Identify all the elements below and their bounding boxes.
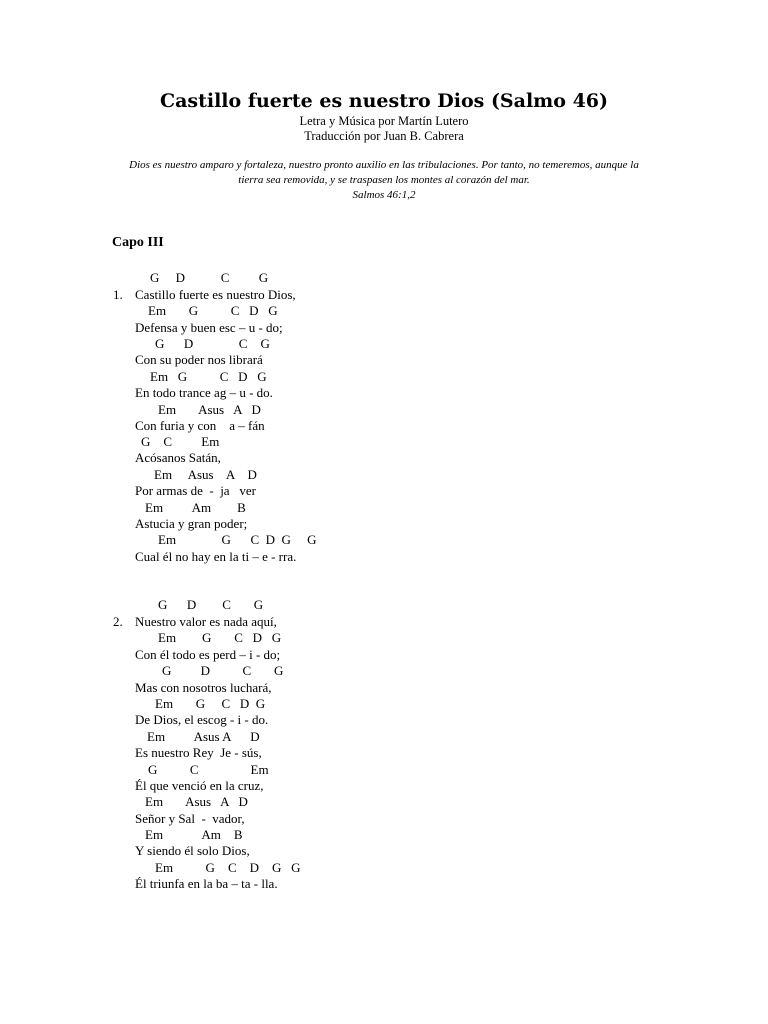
lyric-line: Él que venció en la cruz, (135, 778, 264, 793)
lyric-line: Astucia y gran poder; (135, 516, 248, 531)
lyric-line: Por armas de - ja ver (135, 483, 256, 498)
chord-line: Em Asus A D (158, 402, 261, 417)
chord-line: Em Asus A D (145, 794, 248, 809)
lyric-line: Mas con nosotros luchará, (135, 680, 272, 695)
lyric-line: Acósanos Satán, (135, 450, 221, 465)
chord-line: G D C G (155, 336, 270, 351)
epigraph-line-1: Dios es nuestro amparo y fortaleza, nuestro pronto auxilio en las tribulaciones. Por tanto, no temeremos, aunque la (129, 159, 639, 171)
verse-number: 2. (113, 614, 123, 629)
chord-line: Em G C D G (148, 303, 278, 318)
lyric-line: Cual él no hay en la ti – e - rra. (135, 549, 297, 564)
chord-line: G D C G (158, 597, 264, 612)
epigraph-line-2: tierra sea removida, y se traspasen los montes al corazón del mar. (238, 174, 530, 186)
lyric-line: Señor y Sal - vador, (135, 811, 245, 826)
verse-number: 1. (113, 287, 123, 302)
lyric-line: Castillo fuerte es nuestro Dios, (135, 287, 296, 302)
lyric-line: Es nuestro Rey Je - sús, (135, 745, 262, 760)
translation-credit: Traducción por Juan B. Cabrera (304, 129, 464, 143)
chord-line: G C Em (141, 434, 220, 449)
chord-line: Em G C D G G (155, 860, 301, 875)
chord-line: G D C G (150, 270, 269, 285)
capo-label: Capo III (112, 235, 164, 250)
lyric-line: Nuestro valor es nada aquí, (135, 614, 277, 629)
lyric-line: De Dios, el escog - i - do. (135, 712, 269, 727)
lyric-line: Con él todo es perd – i - do; (135, 647, 281, 662)
music-credit: Letra y Música por Martín Lutero (299, 114, 469, 128)
lyric-line: En todo trance ag – u - do. (135, 385, 273, 400)
chord-line: G C Em (148, 762, 269, 777)
lyric-line: Con su poder nos librará (135, 352, 263, 367)
lyric-line: Con furia y con a – fán (135, 418, 265, 433)
chord-line: G D C G (162, 663, 284, 678)
chord-line: Em Asus A D (154, 467, 257, 482)
chord-line: Em G C D G (155, 696, 266, 711)
chord-line: Em Am B (145, 500, 246, 515)
lyric-line: Defensa y buen esc – u - do; (135, 320, 283, 335)
lyric-line: Él triunfa en la ba – ta - lla. (135, 876, 278, 891)
epigraph-reference: Salmos 46:1,2 (352, 189, 416, 201)
chord-line: Em Am B (145, 827, 243, 842)
chord-line: Em Asus A D (147, 729, 260, 744)
chord-line: Em G C D G (150, 369, 267, 384)
chord-line: Em G C D G G (158, 532, 317, 547)
song-title: Castillo fuerte es nuestro Dios (Salmo 46) (159, 90, 609, 112)
chord-line: Em G C D G (158, 630, 282, 645)
lyric-line: Y siendo él solo Dios, (135, 843, 250, 858)
